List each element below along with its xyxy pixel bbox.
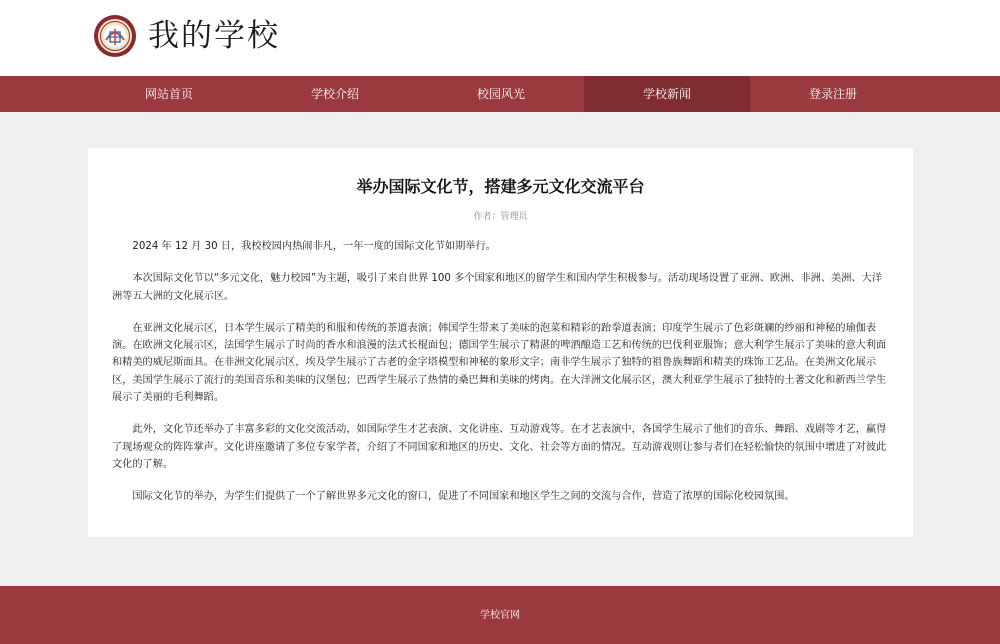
article-paragraph: 本次国际文化节以“多元文化，魅力校园”为主题，吸引了来自世界 100 多个国家和地区的留学生和国内学生积极参与。活动现场设置了亚洲、欧洲、非洲、美洲、大洋洲等五大洲的文化展示区。 xyxy=(112,273,882,302)
article-body xyxy=(112,238,889,521)
article-paragraph: 在亚洲文化展示区，日本学生展示了精美的和服和传统的茶道表演；韩国学生带来了美味的泡菜和精彩的跆拳道表演；印度学生展示了色彩斑斓的纱丽和神秘的瑜伽表演。在欧洲文化展示区，法国学生展示了时尚的香水和浪漫的法式长棍面包；德国学生展示了精湛的啤酒酿造工艺和传统的巴伐利亚服饰；意大利学生展示了美味的意大利面和精美的威尼斯面具。在非洲文化展示区，埃及学生展示了古老的金字塔模型和神秘的象形文字；南非学生展示了独特的祖鲁族舞蹈和精美的珠饰工艺品。在美洲文化展示区，美国学生展示了流行的美国音乐和美味的汉堡包；巴西学生展示了热情的桑巴舞和美味的烤肉。在大洋洲文化展示区，澳大利亚学生展示了独特的土著文化和新西兰学生展示了美丽的毛利舞蹈。 xyxy=(112,322,887,404)
nav-item-news[interactable]: 学校新闻 xyxy=(584,76,750,112)
article-author: 作者：管理员 xyxy=(473,212,528,222)
school-emblem-icon[interactable] xyxy=(93,14,137,58)
nav-item-home[interactable]: 网站首页 xyxy=(144,87,193,101)
article-paragraph: 2024 年 12 月 30 日，我校校园内热闹非凡，一年一度的国际文化节如期举行。 xyxy=(132,241,496,252)
nav-item-login[interactable]: 登录注册 xyxy=(808,87,857,101)
main-nav xyxy=(0,76,1000,112)
site-title[interactable]: 我的学校 xyxy=(148,18,280,54)
article-paragraph: 国际文化节的举办，为学生们提供了一个了解世界多元文化的窗口，促进了不同国家和地区学生之间的交流与合作，营造了浓厚的国际化校园氛围。 xyxy=(132,491,795,503)
site-header xyxy=(0,0,1000,76)
nav-item-campus[interactable]: 校园风光 xyxy=(476,87,525,101)
footer-link[interactable]: 学校官网 xyxy=(480,610,520,621)
article-card xyxy=(88,148,913,537)
article-title: 举办国际文化节，搭建多元文化交流平台 xyxy=(356,177,645,196)
nav-item-about[interactable]: 学校介绍 xyxy=(310,87,359,101)
site-footer xyxy=(0,586,1000,644)
article-paragraph: 此外，文化节还举办了丰富多彩的文化交流活动，如国际学生才艺表演、文化讲座、互动游戏等。在才艺表演中，各国学生展示了他们的音乐、舞蹈、戏剧等才艺，赢得了现场观众的阵阵掌声。文化讲座邀请了多位专家学者，介绍了不同国家和地区的历史、文化、社会等方面的情况。互动游戏则让参与者们在轻松愉快的氛围中增进了对彼此文化的了解。 xyxy=(112,424,887,470)
